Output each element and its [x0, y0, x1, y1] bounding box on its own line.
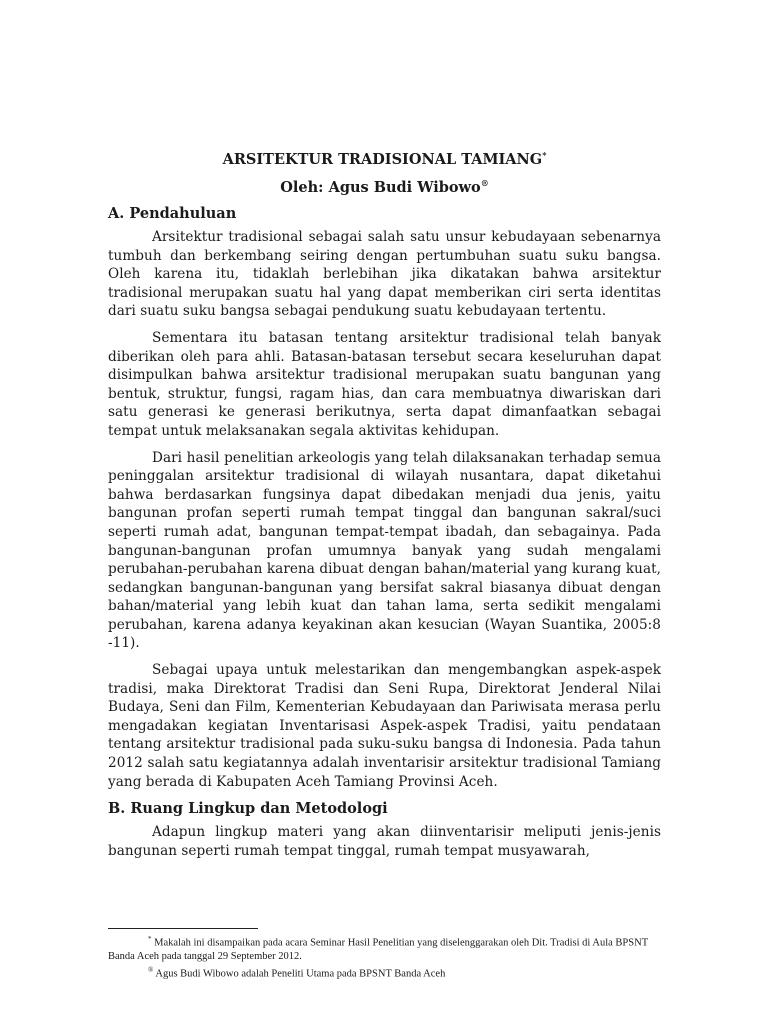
title-footnote-mark: * [542, 150, 547, 161]
footnote-text: Agus Budi Wibowo adalah Peneliti Utama pada BPSNT Banda Aceh [155, 968, 446, 979]
paragraph: Dari hasil penelitian arkeologis yang telah dilaksanakan terhadap semua peninggalan arsitektur tradisional di wilayah nusantara, dapat diketahui bahwa berdasarkan fungsinya dapat dibedakan menjadi dua jenis, yaitu bangunan profan seperti rumah tempat tinggal dan bangunan sakral/suci seperti rumah adat, bangunan tempat-tempat ibadah, dan sebagainya. Pada bangunan-bangunan profan umumnya banyak yang sudah mengalami perubahan-perubahan karena dibuat dengan bahan/material yang kurang kuat, sedangkan bangunan-bangunan yang bersifat sakral biasanya dibuat dengan bahan/material yang lebih kuat dan tahan lama, serta sedikit mengalami perubahan, karena adanya keyakinan akan kesucian (Wayan Suantika, 2005:8 -11). [108, 449, 661, 652]
document-title [108, 150, 661, 170]
author-text: Oleh: Agus Budi Wibowo [280, 179, 481, 196]
document-title-text: ARSITEKTUR TRADISIONAL TAMIANG [222, 151, 543, 168]
paragraph: Adapun lingkup materi yang akan diinventarisir meliputi jenis-jenis bangunan seperti rumah tempat tinggal, rumah tempat musyawarah, [108, 824, 661, 859]
paragraph: Arsitektur tradisional sebagai salah satu unsur kebudayaan sebenarnya tumbuh dan berkembang seiring dengan pertumbuhan suatu suku bangsa. Oleh karena itu, tidaklah berlebihan jika dikatakan bahwa arsitektur tradisional merupakan suatu hal yang dapat memberikan ciri serta identitas dari suatu suku bangsa sebagai pendukung suatu kebudayaan tertentu. [108, 229, 661, 320]
footnote-divider [108, 928, 258, 929]
footnote-mark: ® [148, 965, 154, 974]
section-b-heading: B. Ruang Lingkup dan Metodologi [108, 800, 388, 818]
footnote [108, 933, 661, 964]
document-page [108, 150, 661, 868]
footnotes [108, 928, 661, 981]
author-footnote-mark: ® [480, 178, 489, 189]
paragraph: Sebagai upaya untuk melestarikan dan mengembangkan aspek-aspek tradisi, maka Direktorat Tradisi dan Seni Rupa, Direktorat Jenderal Nilai Budaya, Seni dan Film, Kementerian Kebudayaan dan Pariwisata merasa perlu mengadakan kegiatan Inventarisasi Aspek-aspek Tradisi, yaitu pendataan tentang arsitektur tradisional pada suku-suku bangsa di Indonesia. Pada tahun 2012 salah satu kegiatannya adalah inventarisir arsitektur tradisional Tamiang yang berada di Kabupaten Aceh Tamiang Provinsi Aceh. [108, 662, 661, 790]
footnote-mark: * [148, 935, 152, 943]
footnote-text: Makalah ini disampaikan pada acara Seminar Hasil Penelitian yang diselenggarakan oleh Dit. Tradisi di Aula BPSNT Banda Aceh pada tanggal 29 September 2012. [108, 937, 648, 962]
section-a-heading: A. Pendahuluan [108, 205, 237, 222]
paragraph: Sementara itu batasan tentang arsitektur tradisional telah banyak diberikan oleh para ahli. Batasan-batasan tersebut secara keseluruhan dapat disimpulkan bahwa arsitektur tradisional merupakan suatu bangunan yang bentuk, struktur, fungsi, ragam hias, dan cara membuatnya diwariskan dari satu generasi ke generasi berikutnya, serta dapat dimanfaatkan sebagai tempat untuk melaksanakan segala aktivitas kehidupan. [108, 329, 661, 439]
footnote [108, 964, 661, 981]
author-line [108, 178, 661, 198]
